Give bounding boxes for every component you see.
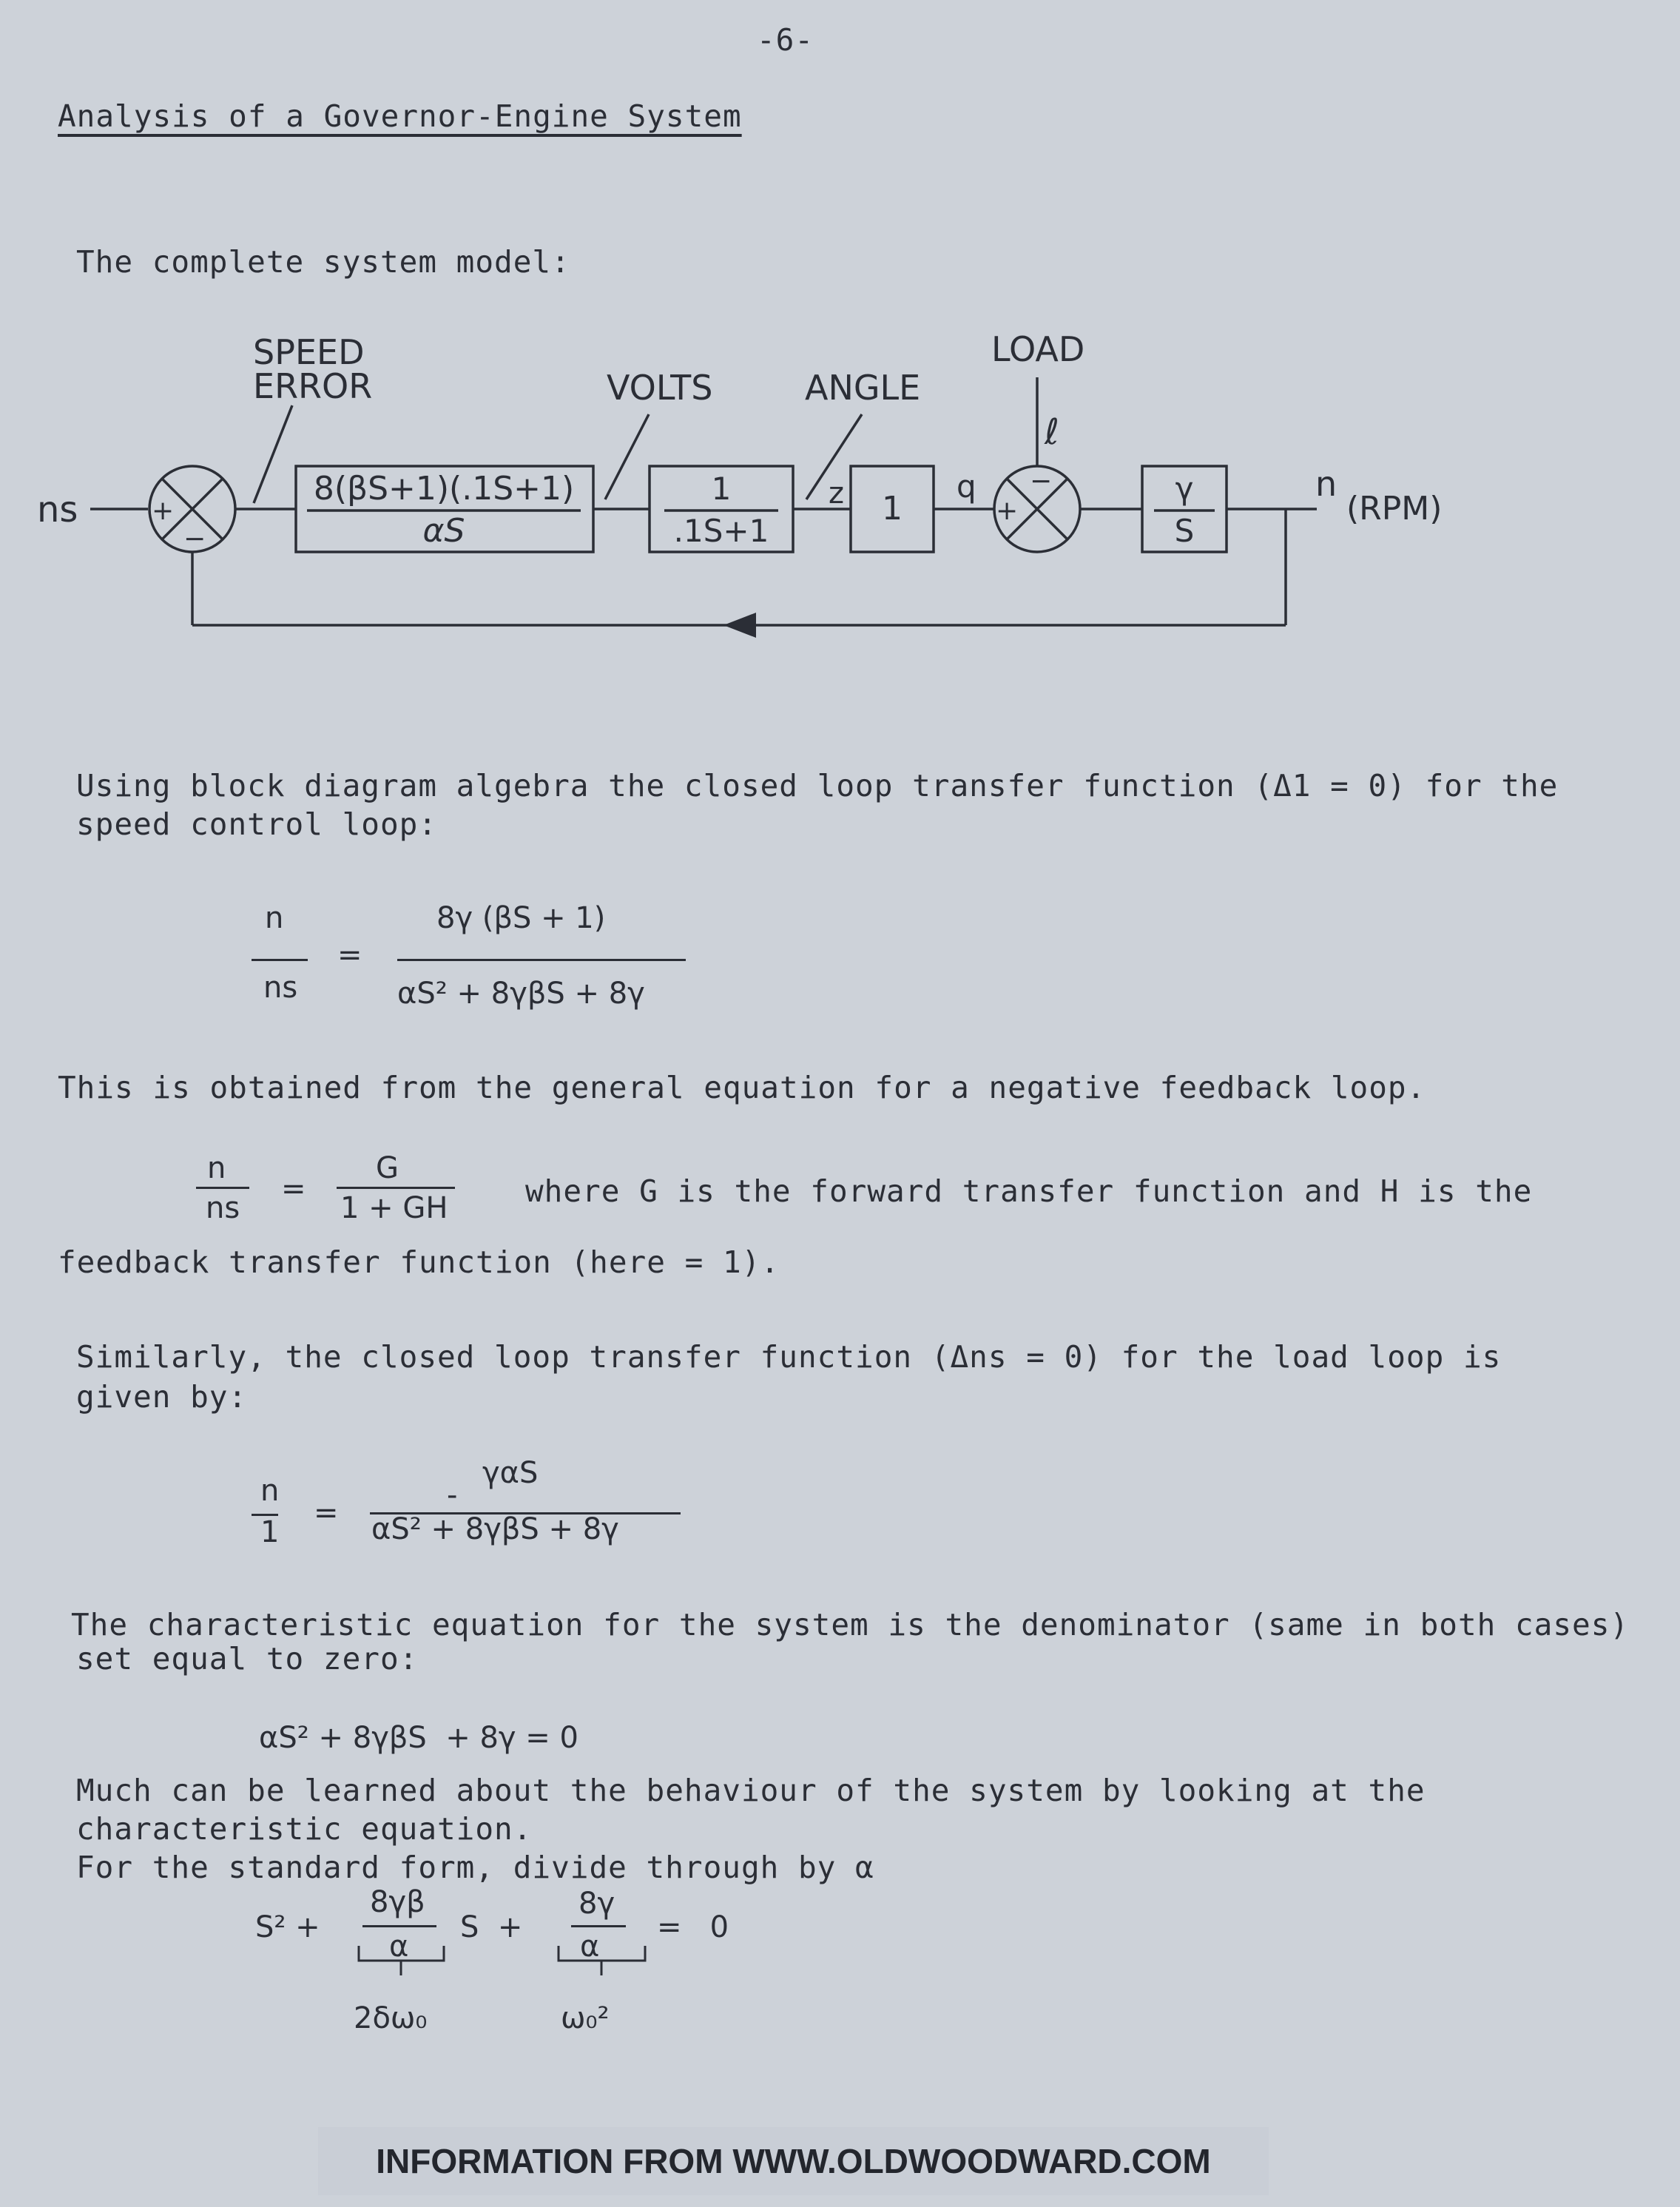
para2: This is obtained from the general equation for a negative feedback loop.: [58, 1070, 1426, 1105]
angle-label: ANGLE: [805, 368, 921, 408]
load-variable: ℓ: [1045, 411, 1059, 453]
eq2-rhs-denominator: 1 + GH: [340, 1191, 448, 1225]
para3: feedback transfer function (here = 1).: [58, 1244, 780, 1280]
eq1-rhs-bar: [397, 959, 686, 961]
feedback-arrow: [723, 613, 756, 638]
eq2-rhs-bar: [337, 1187, 455, 1189]
eq5-natural-frequency-label: ω₀²: [561, 2001, 610, 2035]
eq1-lhs-numerator: n: [265, 901, 284, 935]
gain-value: 1: [882, 490, 903, 528]
actuator-numerator: 1: [711, 471, 732, 507]
para4-line1: Similarly, the closed loop transfer function (Δns = 0) for the load loop is: [76, 1339, 1502, 1375]
eq2-where-text: where G is the forward transfer function and H is the: [525, 1173, 1533, 1209]
page-title: Analysis of a Governor-Engine System: [58, 98, 742, 134]
para5-line2: set equal to zero:: [76, 1641, 419, 1677]
eq2-lhs-numerator: n: [207, 1151, 226, 1185]
eq2-equals: =: [281, 1172, 306, 1206]
eq5-damping-label: 2δω₀: [354, 2001, 428, 2035]
eq5-frac2-bar: [571, 1925, 626, 1927]
eq1-lhs-denominator: ns: [263, 971, 298, 1005]
eq5-frac2-numerator: 8γ: [578, 1887, 615, 1921]
characteristic-equation: αS² + 8γβS + 8γ = 0: [259, 1721, 578, 1755]
speed-error-label-1: SPEED: [253, 332, 365, 372]
eq5-frac1-numerator: 8γβ: [370, 1885, 425, 1919]
block-diagram: [0, 318, 1680, 666]
engine-numerator: γ: [1175, 471, 1194, 507]
eq3-rhs-denominator: αS² + 8γβS + 8γ: [371, 1512, 619, 1546]
eq5-frac1-denominator: α: [389, 1930, 409, 1964]
eq5-s-term: S +: [460, 1910, 523, 1944]
eq3-lhs-numerator: n: [260, 1474, 280, 1508]
eq3-rhs-numerator: γαS: [482, 1456, 539, 1490]
page-number: -6-: [757, 22, 814, 58]
eq1-rhs-denominator: αS² + 8γβS + 8γ: [397, 977, 645, 1011]
eq5-s2-term: S² +: [255, 1910, 320, 1944]
para6-line3: For the standard form, divide through by α: [76, 1850, 874, 1885]
engine-denominator: S: [1174, 513, 1195, 549]
speed-error-label-2: ERROR: [253, 366, 373, 406]
input-label: ns: [37, 489, 78, 530]
para5-line1: The characteristic equation for the system is the denominator (same in both cases): [71, 1607, 1630, 1642]
para1-line1: Using block diagram algebra the closed loop transfer function (Δ1 = 0) for the: [76, 768, 1559, 803]
intro-text: The complete system model:: [76, 244, 570, 280]
eq3-minus: -: [447, 1478, 458, 1512]
eq2-rhs-numerator: G: [376, 1151, 399, 1185]
volts-label: VOLTS: [607, 368, 713, 408]
sj2-minus: −: [1030, 466, 1053, 496]
sj1-plus: +: [152, 496, 175, 526]
sj2-plus: +: [996, 496, 1019, 526]
eq1-lhs-bar: [252, 959, 308, 961]
sj1-minus: −: [183, 524, 206, 554]
output-label: n: [1315, 464, 1337, 504]
controller-denominator: αS: [422, 512, 465, 550]
para6-line2: characteristic equation.: [76, 1811, 533, 1847]
eq5-equals-zero: = 0: [657, 1910, 729, 1944]
para1-line2: speed control loop:: [76, 806, 437, 842]
output-unit: (RPM): [1346, 490, 1443, 528]
load-label: LOAD: [991, 329, 1085, 369]
para4-line2: given by:: [76, 1379, 248, 1415]
controller-numerator: 8(βS+1)(.1S+1): [313, 470, 575, 508]
eq3-equals: =: [314, 1496, 339, 1530]
eq1-equals: =: [337, 938, 362, 972]
eq5-brackets: [0, 1938, 740, 1998]
footer-banner: INFORMATION FROM WWW.OLDWOODWARD.COM: [318, 2127, 1269, 2195]
z-label: z: [829, 476, 844, 511]
q-label: q: [957, 468, 976, 505]
eq5-frac2-denominator: α: [580, 1930, 600, 1964]
para6-line1: Much can be learned about the behaviour of the system by looking at the: [76, 1773, 1426, 1808]
eq2-lhs-denominator: ns: [206, 1191, 240, 1225]
eq5-frac1-bar: [362, 1925, 436, 1927]
eq2-lhs-bar: [196, 1187, 249, 1189]
eq3-lhs-denominator: 1: [260, 1515, 280, 1549]
actuator-denominator: .1S+1: [673, 513, 769, 549]
eq1-rhs-numerator: 8γ (βS + 1): [436, 901, 606, 935]
